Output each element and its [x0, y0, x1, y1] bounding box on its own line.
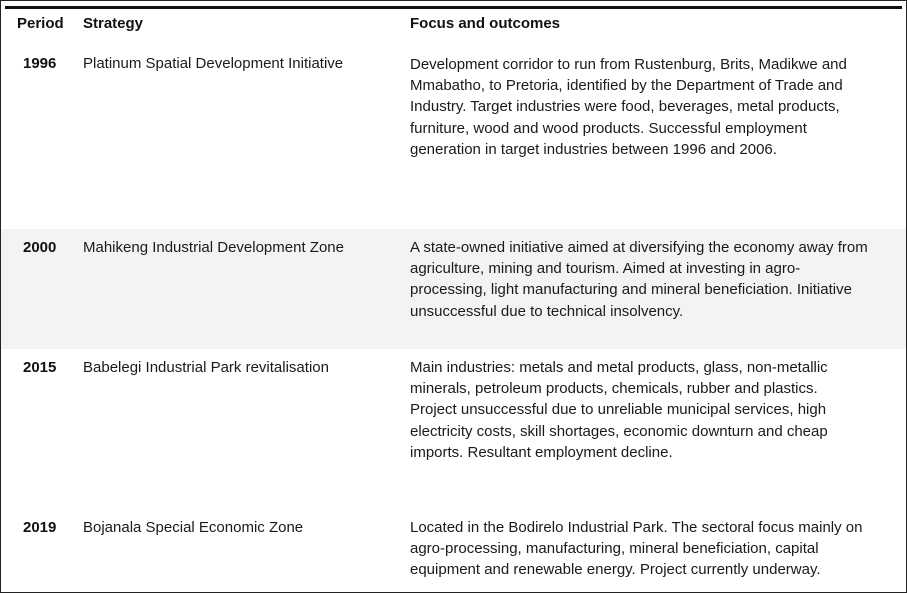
row-period: 2019 [23, 519, 57, 536]
focus-line: processing, light manufacturing and mineral beneficiation. Initiative [410, 281, 852, 299]
row-strategy: Babelegi Industrial Park revitalisation [83, 359, 329, 376]
table-row [1, 509, 906, 592]
row-period: 2015 [23, 359, 57, 376]
row-focus [410, 357, 900, 463]
header-focus: Focus and outcomes [410, 15, 561, 32]
table-row [1, 229, 906, 349]
row-period: 2000 [23, 239, 57, 256]
row-strategy: Mahikeng Industrial Development Zone [83, 239, 344, 256]
focus-line: agro-processing, manufacturing, mineral beneficiation, capital [410, 540, 819, 558]
row-focus [410, 237, 900, 322]
table-row [1, 53, 906, 229]
focus-line: Located in the Bodirelo Industrial Park. The sectoral focus mainly on [410, 519, 863, 536]
table-top-rule [5, 6, 902, 9]
focus-line: Main industries: metals and metal products, glass, non-metallic [410, 359, 828, 376]
focus-line: agriculture, mining and tourism. Aimed at investing in agro- [410, 260, 801, 278]
focus-line: unsuccessful due to technical insolvency. [410, 302, 684, 320]
focus-line: Mmabatho, to Pretoria, identified by the Department of Trade and [410, 77, 843, 95]
focus-line: A state-owned initiative aimed at diversifying the economy away from [410, 239, 868, 256]
header-period: Period [17, 15, 64, 32]
focus-line: Industry. Target industries were food, beverages, metal products, [410, 98, 840, 116]
focus-line: furniture, wood and wood products. Successful employment [410, 119, 807, 137]
row-strategy: Bojanala Special Economic Zone [83, 519, 304, 536]
focus-line: imports. Resultant employment decline. [410, 443, 673, 461]
row-focus [410, 54, 900, 160]
header-strategy: Strategy [83, 15, 144, 32]
focus-line: generation in target industries between 1996 and 2006. [410, 140, 777, 158]
focus-line: electricity costs, skill shortages, economic downturn and cheap [410, 422, 828, 440]
focus-line: Project unsuccessful due to unreliable municipal services, high [410, 401, 827, 419]
row-period: 1996 [23, 55, 57, 72]
row-strategy: Platinum Spatial Development Initiative [83, 55, 344, 72]
focus-line: Development corridor to run from Rustenburg, Brits, Madikwe and [410, 56, 847, 73]
focus-line: minerals, petroleum products, chemicals, rubber and plastics. [410, 380, 818, 398]
table-row [1, 349, 906, 509]
focus-line: equipment and renewable energy. Project currently underway. [410, 561, 821, 579]
row-focus [410, 517, 900, 581]
